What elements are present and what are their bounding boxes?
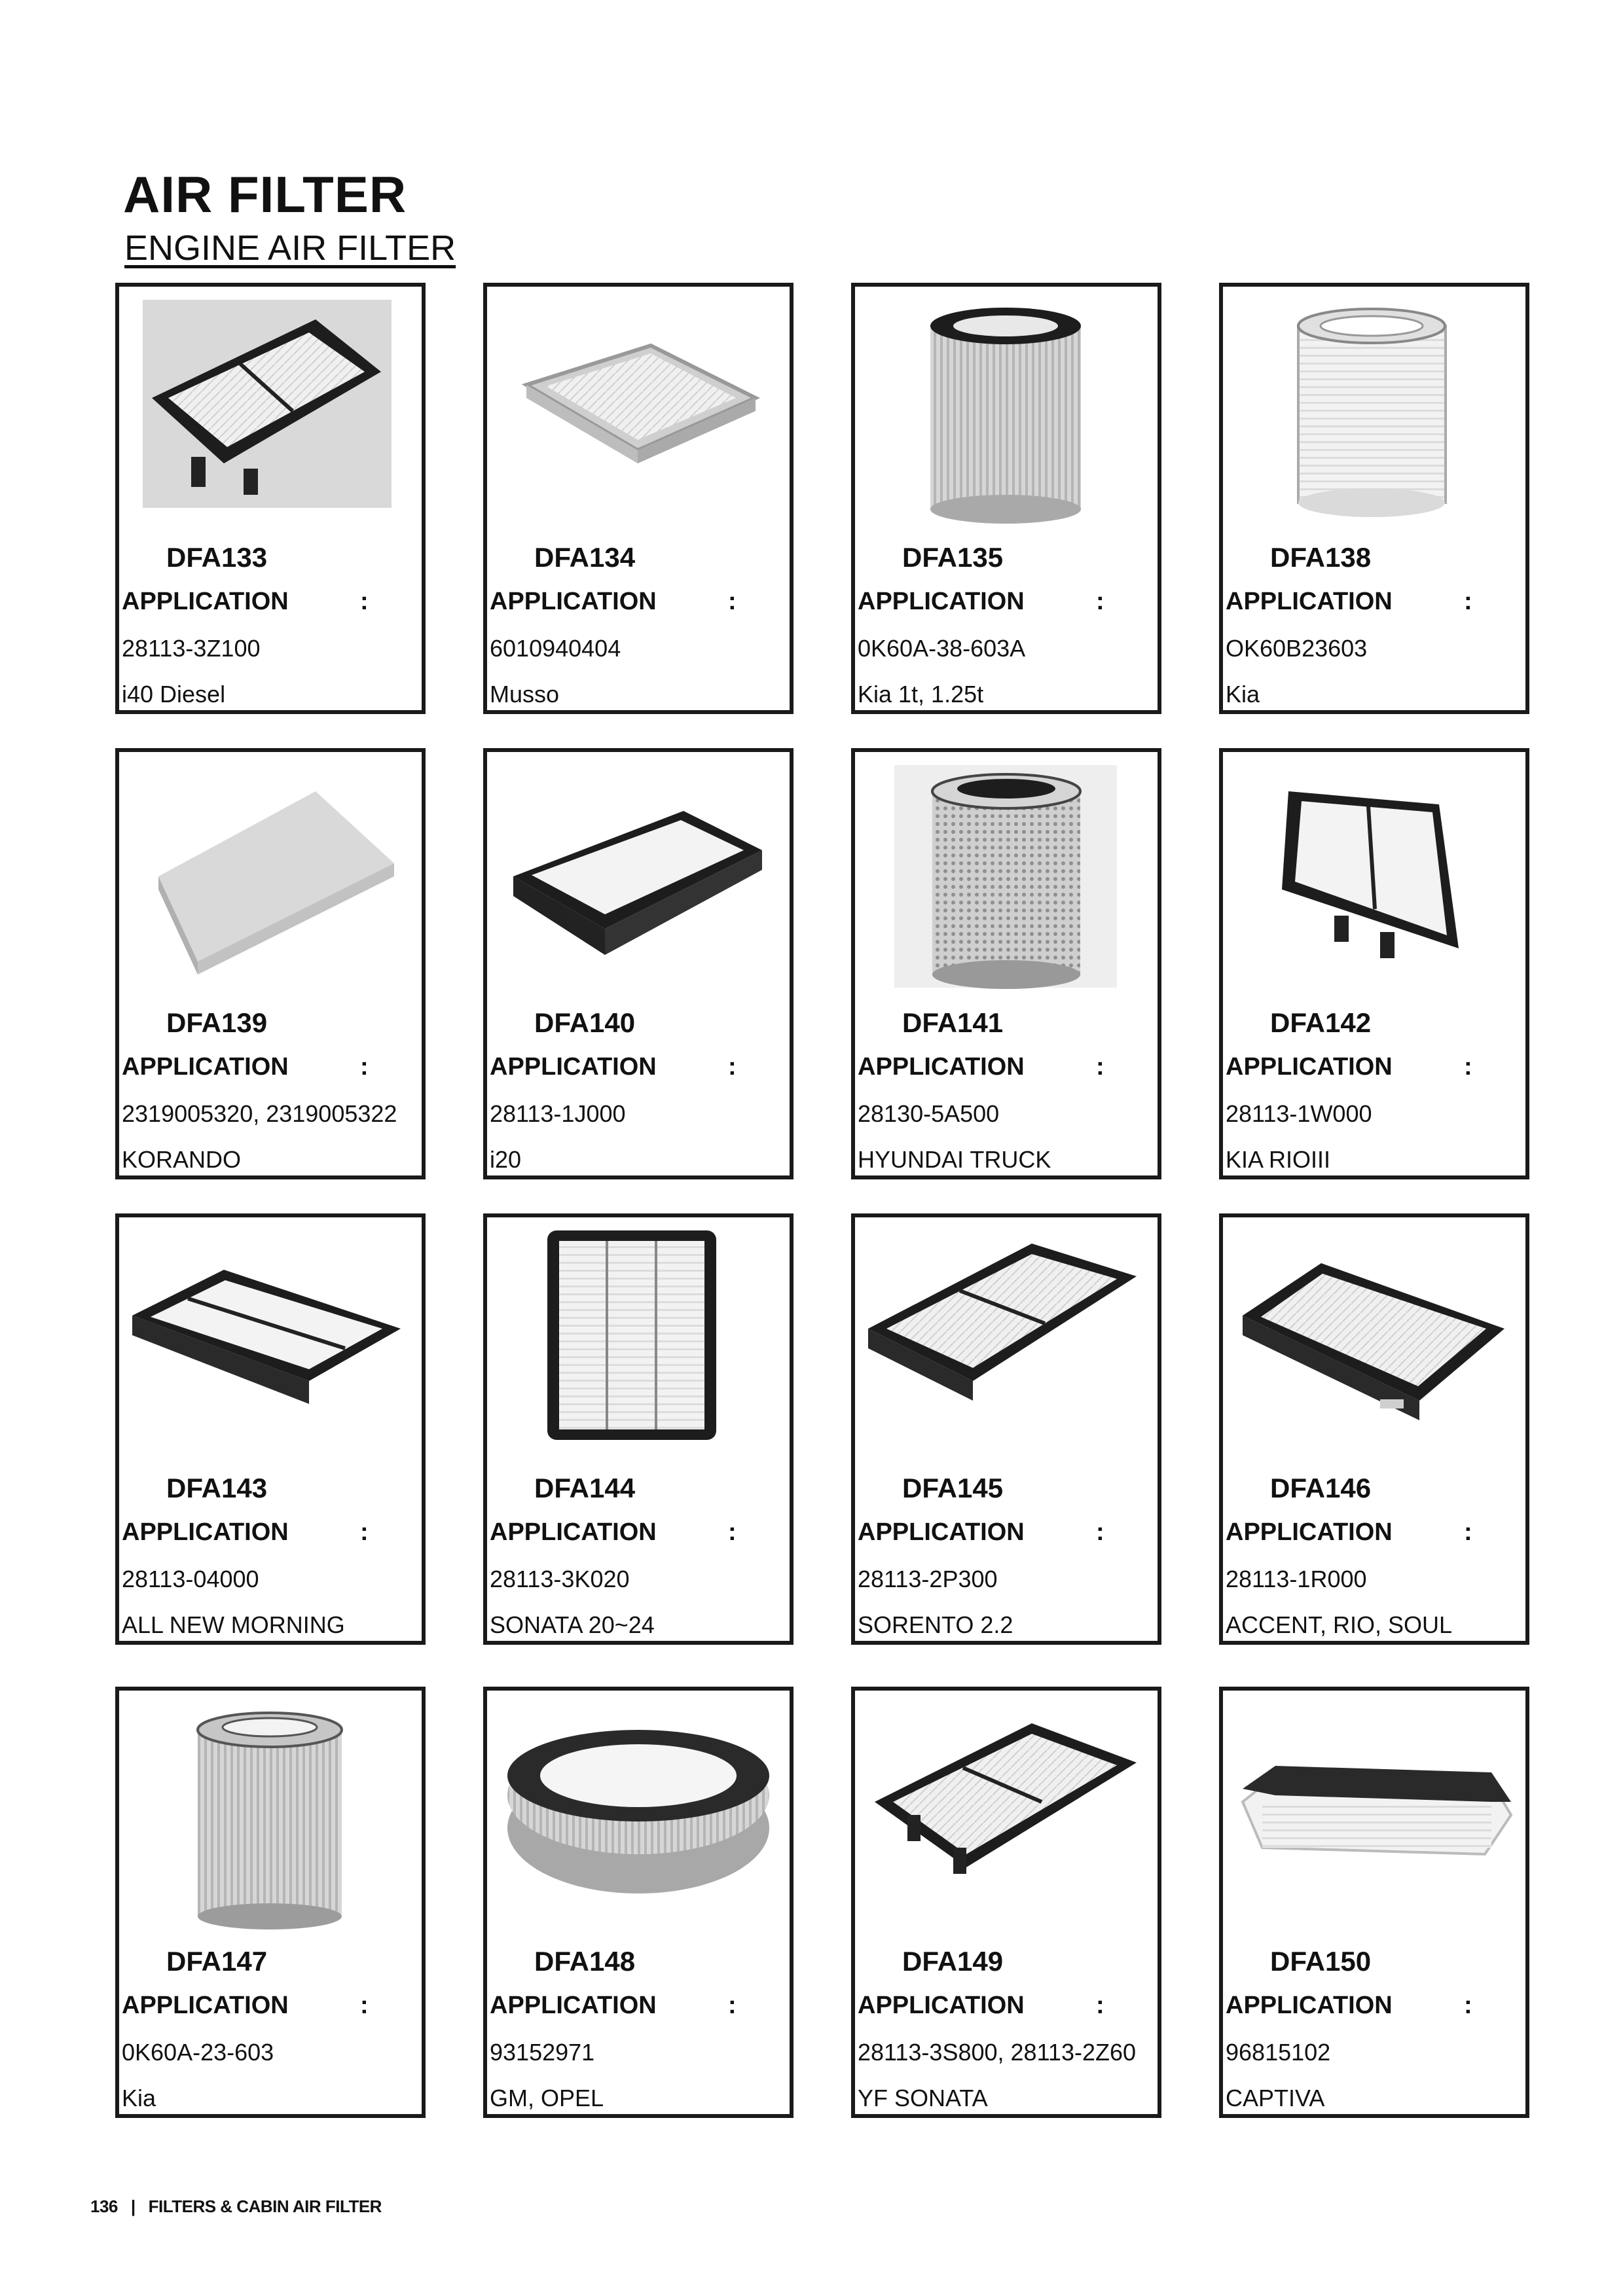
application-colon: :: [360, 588, 369, 615]
vehicle-application: KORANDO: [122, 1146, 242, 1173]
cylindrical-filter-icon: [855, 300, 1158, 532]
product-card-dfa142: [1219, 748, 1529, 1179]
product-code: DFA144: [534, 1473, 636, 1503]
application-colon: :: [728, 588, 737, 615]
vehicle-application: Musso: [490, 681, 560, 708]
perforated-cylinder-filter-icon: [855, 765, 1158, 997]
product-code: DFA135: [902, 542, 1004, 573]
application-colon: :: [728, 1518, 737, 1546]
panel-filter-tilted-icon: [1223, 765, 1525, 997]
application-colon: :: [1464, 1518, 1472, 1546]
cylindrical-filter-icon: [119, 1704, 422, 1936]
part-number: 28113-3Z100: [122, 635, 261, 662]
product-code: DFA141: [902, 1007, 1004, 1038]
footer-separator: |: [130, 2197, 136, 2216]
application-colon: :: [360, 1992, 369, 2019]
application-colon: :: [360, 1518, 369, 1546]
application-label: APPLICATION: [858, 1053, 1025, 1081]
application-label: APPLICATION: [1226, 1053, 1393, 1081]
part-number: 28113-1R000: [1226, 1566, 1367, 1592]
flat-panel-filter-icon: [487, 300, 790, 532]
application-label: APPLICATION: [1226, 1518, 1393, 1546]
product-code: DFA145: [902, 1473, 1004, 1503]
product-card-dfa134: [483, 283, 793, 714]
product-card-dfa135: [851, 283, 1161, 714]
panel-filter-angled-icon: [855, 1704, 1158, 1936]
part-number: 28113-3S800, 28113-2Z60: [858, 2039, 1137, 2066]
panel-filter-icon: [119, 1230, 422, 1463]
part-number: 0K60A-23-603: [122, 2039, 274, 2066]
application-colon: :: [1096, 1992, 1104, 2019]
product-card-dfa148: [483, 1687, 793, 2118]
application-colon: :: [1096, 1518, 1104, 1546]
product-code: DFA143: [166, 1473, 268, 1503]
product-card-dfa150: [1219, 1687, 1529, 2118]
part-number: 28113-2P300: [858, 1566, 998, 1592]
panel-filter-angled-icon: [119, 300, 422, 532]
application-label: APPLICATION: [858, 588, 1025, 615]
product-card-dfa141: [851, 748, 1161, 1179]
application-label: APPLICATION: [1226, 588, 1393, 615]
application-colon: :: [1464, 1992, 1472, 2019]
product-code: DFA149: [902, 1946, 1004, 1977]
part-number: 28113-3K020: [490, 1566, 630, 1592]
vehicle-application: ALL NEW MORNING: [122, 1611, 345, 1638]
application-label: APPLICATION: [490, 1053, 657, 1081]
product-code: DFA133: [166, 542, 268, 573]
part-number: OK60B23603: [1226, 635, 1368, 662]
panel-filter-white-icon: [1223, 1704, 1525, 1936]
part-number: 0K60A-38-603A: [858, 635, 1026, 662]
application-colon: :: [1096, 1053, 1104, 1081]
application-colon: :: [1464, 1053, 1472, 1081]
product-card-dfa144: [483, 1213, 793, 1645]
panel-filter-angled-icon: [855, 1230, 1158, 1463]
application-label: APPLICATION: [122, 1053, 289, 1081]
application-colon: :: [1464, 588, 1472, 615]
application-label: APPLICATION: [122, 588, 289, 615]
foam-pad-filter-icon: [119, 765, 422, 997]
page-number: 136: [90, 2197, 118, 2216]
product-code: DFA146: [1270, 1473, 1372, 1503]
vehicle-application: ACCENT, RIO, SOUL: [1226, 1611, 1453, 1638]
vehicle-application: Kia: [1226, 681, 1260, 708]
cylindrical-filter-white-icon: [1223, 300, 1525, 532]
application-label: APPLICATION: [122, 1992, 289, 2019]
product-code: DFA150: [1270, 1946, 1372, 1977]
part-number: 96815102: [1226, 2039, 1331, 2066]
vehicle-application: CAPTIVA: [1226, 2085, 1325, 2111]
vehicle-application: GM, OPEL: [490, 2085, 604, 2111]
application-colon: :: [728, 1053, 737, 1081]
application-colon: :: [1096, 588, 1104, 615]
application-colon: :: [360, 1053, 369, 1081]
part-number: 28113-04000: [122, 1566, 259, 1592]
application-label: APPLICATION: [122, 1518, 289, 1546]
application-label: APPLICATION: [490, 1992, 657, 2019]
vehicle-application: i20: [490, 1146, 522, 1173]
product-code: DFA142: [1270, 1007, 1372, 1038]
part-number: 28113-1W000: [1226, 1100, 1372, 1127]
vehicle-application: HYUNDAI TRUCK: [858, 1146, 1051, 1173]
product-card-dfa139: [115, 748, 426, 1179]
page-title: AIR FILTER: [123, 166, 407, 223]
vehicle-application: YF SONATA: [858, 2085, 988, 2111]
application-label: APPLICATION: [490, 588, 657, 615]
part-number: 2319005320, 2319005322: [122, 1100, 397, 1127]
section-subtitle: ENGINE AIR FILTER: [124, 228, 456, 268]
pleated-rect-filter-icon: [487, 1230, 790, 1463]
product-code: DFA138: [1270, 542, 1372, 573]
product-code: DFA147: [166, 1946, 268, 1977]
page-footer: [90, 2197, 382, 2217]
product-card-dfa140: [483, 748, 793, 1179]
panel-filter-icon: [1223, 1230, 1525, 1463]
panel-filter-icon: [487, 765, 790, 997]
product-code: DFA134: [534, 542, 636, 573]
vehicle-application: Kia: [122, 2085, 156, 2111]
product-card-dfa145: [851, 1213, 1161, 1645]
vehicle-application: i40 Diesel: [122, 681, 226, 708]
product-card-dfa138: [1219, 283, 1529, 714]
application-label: APPLICATION: [490, 1518, 657, 1546]
application-label: APPLICATION: [1226, 1992, 1393, 2019]
product-code: DFA148: [534, 1946, 636, 1977]
part-number: 28113-1J000: [490, 1100, 626, 1127]
product-code: DFA140: [534, 1007, 636, 1038]
product-card-dfa146: [1219, 1213, 1529, 1645]
application-label: APPLICATION: [858, 1518, 1025, 1546]
product-card-dfa133: [115, 283, 426, 714]
vehicle-application: SORENTO 2.2: [858, 1611, 1013, 1638]
product-card-dfa143: [115, 1213, 426, 1645]
part-number: 28130-5A500: [858, 1100, 1000, 1127]
vehicle-application: Kia 1t, 1.25t: [858, 681, 984, 708]
application-colon: :: [728, 1992, 737, 2019]
product-card-dfa149: [851, 1687, 1161, 2118]
footer-section: FILTERS & CABIN AIR FILTER: [148, 2197, 382, 2216]
product-card-dfa147: [115, 1687, 426, 2118]
application-label: APPLICATION: [858, 1992, 1025, 2019]
product-code: DFA139: [166, 1007, 268, 1038]
part-number: 6010940404: [490, 635, 621, 662]
part-number: 93152971: [490, 2039, 595, 2066]
vehicle-application: KIA RIOIII: [1226, 1146, 1331, 1173]
vehicle-application: SONATA 20~24: [490, 1611, 655, 1638]
round-ring-filter-icon: [487, 1704, 790, 1936]
